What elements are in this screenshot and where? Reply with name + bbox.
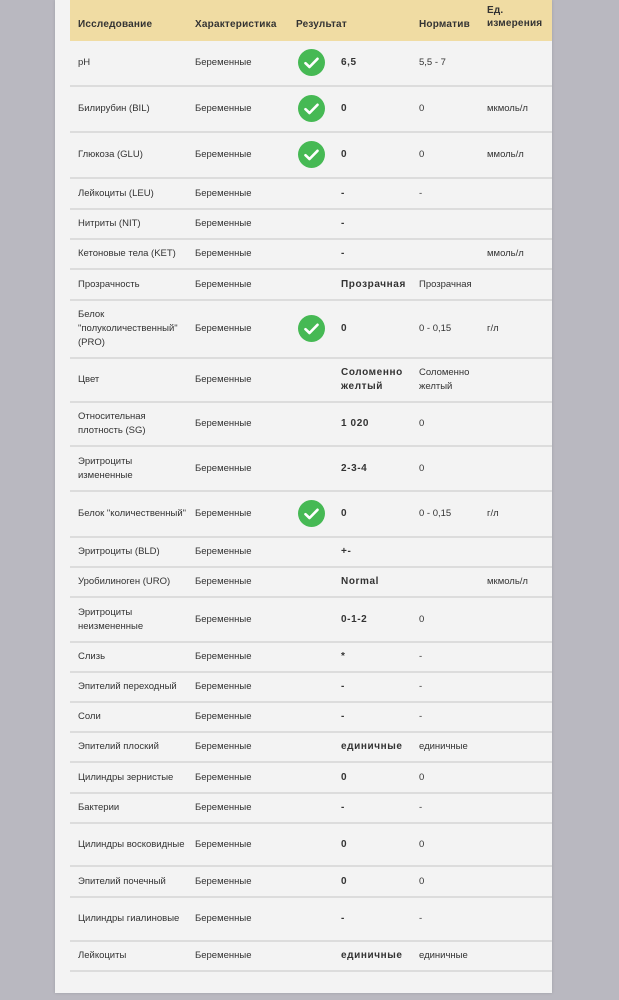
table-row bbox=[70, 824, 552, 867]
result-value: 0 bbox=[341, 508, 348, 519]
result-value: единичные bbox=[341, 741, 403, 752]
test-name: Цвет bbox=[78, 374, 100, 385]
table-body bbox=[70, 41, 552, 972]
table-row bbox=[70, 492, 552, 538]
table-row bbox=[70, 133, 552, 179]
characteristic: Беременные bbox=[195, 613, 252, 625]
characteristic: Беременные bbox=[195, 462, 252, 474]
test-name: Бактерии bbox=[78, 802, 120, 813]
test-name: Цилиндры зернистые bbox=[78, 771, 174, 783]
characteristic: Беременные bbox=[195, 950, 252, 961]
test-name: Эритроциты измененные bbox=[78, 455, 133, 481]
unit-value: г/л bbox=[487, 323, 499, 334]
characteristic: Беременные bbox=[195, 913, 252, 924]
header-test: Исследование bbox=[78, 19, 153, 30]
norm-value: единичные bbox=[419, 950, 468, 961]
test-name: Эпителий почечный bbox=[78, 875, 166, 887]
check-circle-icon bbox=[298, 500, 325, 527]
result-value: Прозрачная bbox=[341, 278, 406, 290]
norm-value: 0 bbox=[419, 462, 425, 474]
norm-value: 0 bbox=[419, 838, 425, 850]
norm-value: - bbox=[419, 802, 423, 813]
characteristic: Беременные bbox=[195, 651, 252, 662]
norm-value: - bbox=[419, 681, 423, 692]
test-name: Слизь bbox=[78, 651, 106, 662]
test-name: Относительная плотность (SG) bbox=[78, 411, 146, 436]
norm-value: - bbox=[419, 187, 423, 199]
test-name: Глюкоза (GLU) bbox=[78, 149, 143, 160]
table-row bbox=[70, 568, 552, 598]
norm-value: Прозрачная bbox=[419, 278, 472, 290]
norm-value: 0 bbox=[419, 149, 425, 160]
table-row bbox=[70, 763, 552, 794]
table-row bbox=[70, 403, 552, 447]
characteristic: Беременные bbox=[195, 546, 252, 557]
table-row bbox=[70, 898, 552, 942]
test-name: Эритроциты неизмененные bbox=[78, 606, 144, 632]
result-value: - bbox=[341, 681, 345, 692]
result-value: 0 bbox=[341, 149, 348, 160]
table-header bbox=[70, 0, 552, 41]
table-row bbox=[70, 41, 552, 87]
table-row bbox=[70, 301, 552, 359]
result-value: 0 bbox=[341, 771, 348, 783]
characteristic: Беременные bbox=[195, 741, 252, 752]
characteristic: Беременные bbox=[195, 248, 252, 259]
norm-value: Соломенно желтый bbox=[419, 367, 470, 392]
status-cell bbox=[298, 95, 334, 123]
characteristic: Беременные bbox=[195, 508, 252, 519]
norm-value: 0 bbox=[419, 613, 425, 625]
norm-value: 0 bbox=[419, 103, 425, 114]
table-row bbox=[70, 240, 552, 270]
header-result: Результат bbox=[296, 19, 347, 30]
test-name: Эпителий плоский bbox=[78, 741, 159, 752]
unit-value: ммоль/л bbox=[487, 248, 524, 259]
table-row bbox=[70, 210, 552, 240]
test-name: Кетоновые тела (KET) bbox=[78, 248, 176, 259]
test-name: Эпителий переходный bbox=[78, 681, 177, 692]
test-name: Уробилиноген (URO) bbox=[78, 576, 171, 587]
result-value: +- bbox=[341, 546, 352, 557]
test-name: Белок "количественный" bbox=[78, 508, 187, 519]
header-characteristic: Характеристика bbox=[195, 19, 277, 30]
test-name: Лейкоциты bbox=[78, 950, 127, 961]
table-row bbox=[70, 867, 552, 898]
unit-value: ммоль/л bbox=[487, 149, 524, 160]
test-name: Эритроциты (BLD) bbox=[78, 546, 160, 557]
table-row bbox=[70, 942, 552, 972]
norm-value: - bbox=[419, 711, 423, 722]
test-name: Цилиндры восковидные bbox=[78, 838, 185, 850]
result-value: 1 020 bbox=[341, 418, 370, 429]
table-row bbox=[70, 270, 552, 301]
check-circle-icon bbox=[298, 95, 325, 122]
result-value: 0-1-2 bbox=[341, 613, 368, 625]
test-name: Билирубин (BIL) bbox=[78, 103, 150, 114]
characteristic: Беременные bbox=[195, 278, 252, 290]
status-cell bbox=[298, 141, 334, 169]
result-value: 2-3-4 bbox=[341, 462, 368, 474]
result-value: 6,5 bbox=[341, 57, 357, 68]
result-value: Normal bbox=[341, 576, 380, 587]
result-value: единичные bbox=[341, 950, 403, 961]
table-row bbox=[70, 359, 552, 403]
characteristic: Беременные bbox=[195, 374, 252, 385]
characteristic: Беременные bbox=[195, 576, 252, 587]
test-name: Соли bbox=[78, 711, 101, 722]
norm-value: единичные bbox=[419, 741, 468, 752]
characteristic: Беременные bbox=[195, 187, 252, 199]
table-row bbox=[70, 598, 552, 643]
result-value: * bbox=[341, 651, 346, 662]
table-row bbox=[70, 179, 552, 210]
result-value: 0 bbox=[341, 875, 348, 887]
check-circle-icon bbox=[298, 49, 325, 76]
norm-value: 5,5 - 7 bbox=[419, 57, 446, 68]
test-name: Нитриты (NIT) bbox=[78, 218, 141, 229]
unit-value: г/л bbox=[487, 508, 499, 519]
result-value: - bbox=[341, 913, 345, 924]
table-row bbox=[70, 447, 552, 492]
unit-value: мкмоль/л bbox=[487, 103, 528, 114]
results-card bbox=[55, 0, 552, 993]
table-row bbox=[70, 87, 552, 133]
characteristic: Беременные bbox=[195, 681, 252, 692]
table-row bbox=[70, 733, 552, 763]
norm-value: 0 - 0,15 bbox=[419, 508, 452, 519]
norm-value: - bbox=[419, 913, 423, 924]
characteristic: Беременные bbox=[195, 802, 252, 813]
characteristic: Беременные bbox=[195, 218, 252, 229]
check-circle-icon bbox=[298, 315, 325, 342]
table-row bbox=[70, 538, 552, 568]
test-name: pH bbox=[78, 57, 91, 68]
result-value: - bbox=[341, 248, 345, 259]
norm-value: 0 bbox=[419, 875, 425, 887]
table-row bbox=[70, 703, 552, 733]
result-value: 0 bbox=[341, 323, 348, 334]
characteristic: Беременные bbox=[195, 418, 252, 429]
result-value: 0 bbox=[341, 838, 348, 850]
status-cell bbox=[298, 49, 334, 77]
header-norm: Норматив bbox=[419, 19, 470, 30]
test-name: Белок "полуколичественный" (PRO) bbox=[78, 309, 178, 348]
result-value: - bbox=[341, 802, 345, 813]
result-value: 0 bbox=[341, 103, 348, 114]
norm-value: 0 bbox=[419, 771, 425, 783]
characteristic: Беременные bbox=[195, 771, 252, 783]
norm-value: 0 - 0,15 bbox=[419, 323, 452, 334]
test-name: Цилиндры гиалиновые bbox=[78, 913, 180, 924]
characteristic: Беременные bbox=[195, 57, 252, 68]
test-name: Лейкоциты (LEU) bbox=[78, 187, 154, 199]
characteristic: Беременные bbox=[195, 103, 252, 114]
check-circle-icon bbox=[298, 141, 325, 168]
result-value: - bbox=[341, 711, 345, 722]
characteristic: Беременные bbox=[195, 711, 252, 722]
norm-value: 0 bbox=[419, 418, 425, 429]
header-unit: Ед. измерения bbox=[487, 5, 543, 29]
result-value: Соломенно желтый bbox=[341, 367, 403, 392]
status-cell bbox=[298, 315, 334, 343]
status-cell bbox=[298, 500, 334, 528]
unit-value: мкмоль/л bbox=[487, 576, 528, 587]
characteristic: Беременные bbox=[195, 323, 252, 334]
test-name: Прозрачность bbox=[78, 278, 140, 290]
table-row bbox=[70, 643, 552, 673]
result-value: - bbox=[341, 187, 345, 199]
characteristic: Беременные bbox=[195, 149, 252, 160]
result-value: - bbox=[341, 218, 345, 229]
characteristic: Беременные bbox=[195, 838, 252, 850]
norm-value: - bbox=[419, 651, 423, 662]
table-row bbox=[70, 673, 552, 703]
characteristic: Беременные bbox=[195, 875, 252, 887]
table-row bbox=[70, 794, 552, 824]
